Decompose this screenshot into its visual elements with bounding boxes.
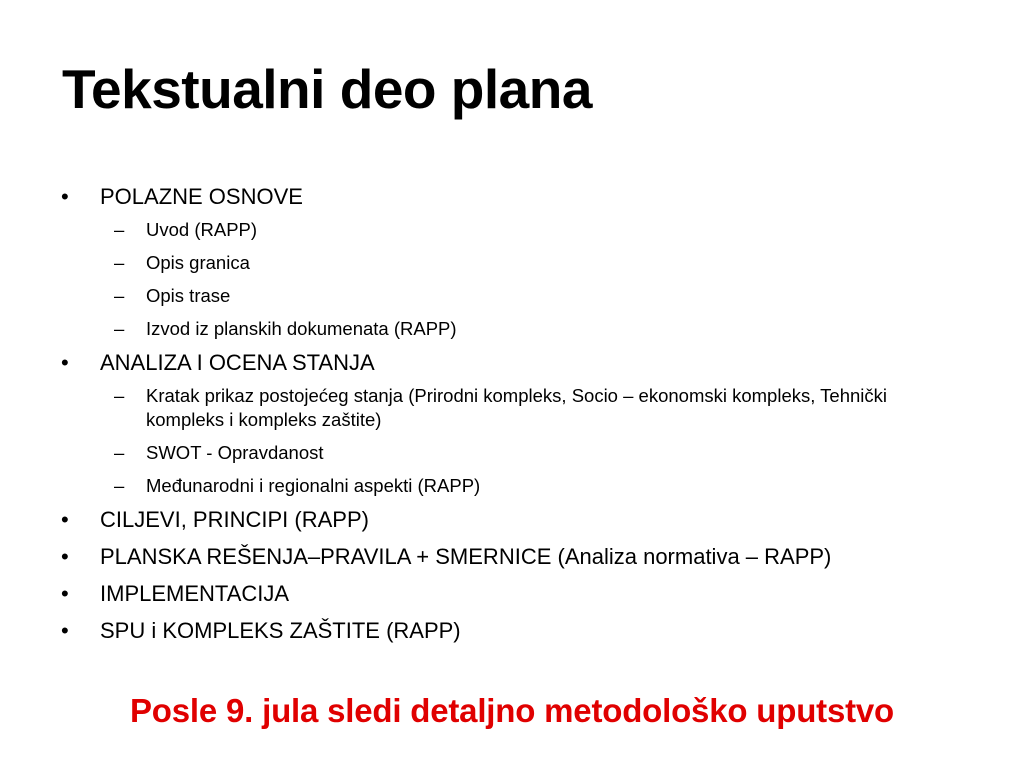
sub-bullet-text: Izvod iz planskih dokumenata (RAPP) <box>146 318 457 339</box>
bullet-item <box>0 184 1024 210</box>
sub-bullet-text: Opis trase <box>146 285 231 306</box>
sub-bullet-text: SWOT - Opravdanost <box>146 442 324 463</box>
dash-icon: – <box>114 219 125 240</box>
sub-bullet-text: Kratak prikaz postojećeg stanja (Prirodni kompleks, Socio – ekonomski kompleks, Tehnički kompleks i kompleks zaštite) <box>146 385 888 430</box>
bullet-item <box>0 618 1024 644</box>
bullet-text: IMPLEMENTACIJA <box>100 581 290 606</box>
dash-icon: – <box>114 475 125 496</box>
bullet-text: PLANSKA REŠENJA–PRAVILA + SMERNICE (Analiza normativa – RAPP) <box>100 544 832 569</box>
bullet-icon: • <box>61 507 69 532</box>
dash-icon: – <box>114 442 125 463</box>
bullet-icon: • <box>61 618 69 643</box>
sub-bullet-text: Međunarodni i regionalni aspekti (RAPP) <box>146 475 481 496</box>
bullet-item <box>0 507 1024 533</box>
bullet-icon: • <box>61 581 69 606</box>
sub-bullet-item <box>0 251 1024 275</box>
sub-bullet-item <box>0 441 1024 465</box>
dash-icon: – <box>114 318 125 339</box>
bullet-item <box>0 350 1024 376</box>
bullet-text: POLAZNE OSNOVE <box>100 184 303 209</box>
bullet-item <box>0 581 1024 607</box>
footer-note: Posle 9. jula sledi detaljno metodološko uputstvo <box>130 692 894 729</box>
sub-bullet-text: Uvod (RAPP) <box>146 219 258 240</box>
bullet-item <box>0 544 1024 570</box>
sub-bullet-item <box>0 384 1024 432</box>
sub-bullet-item <box>0 474 1024 498</box>
sub-bullet-item <box>0 317 1024 341</box>
bullet-icon: • <box>61 544 69 569</box>
sub-bullet-item <box>0 284 1024 308</box>
bullet-text: ANALIZA I OCENA STANJA <box>100 350 375 375</box>
dash-icon: – <box>114 385 125 406</box>
bullet-text: SPU i KOMPLEKS ZAŠTITE (RAPP) <box>100 618 461 643</box>
dash-icon: – <box>114 285 125 306</box>
bullet-icon: • <box>61 184 69 209</box>
bullet-text: CILJEVI, PRINCIPI (RAPP) <box>100 507 369 532</box>
bullet-outline <box>0 184 1024 655</box>
dash-icon: – <box>114 252 125 273</box>
sub-bullet-item <box>0 218 1024 242</box>
slide-title: Tekstualni deo plana <box>62 58 592 120</box>
sub-bullet-text: Opis granica <box>146 252 250 273</box>
bullet-icon: • <box>61 350 69 375</box>
